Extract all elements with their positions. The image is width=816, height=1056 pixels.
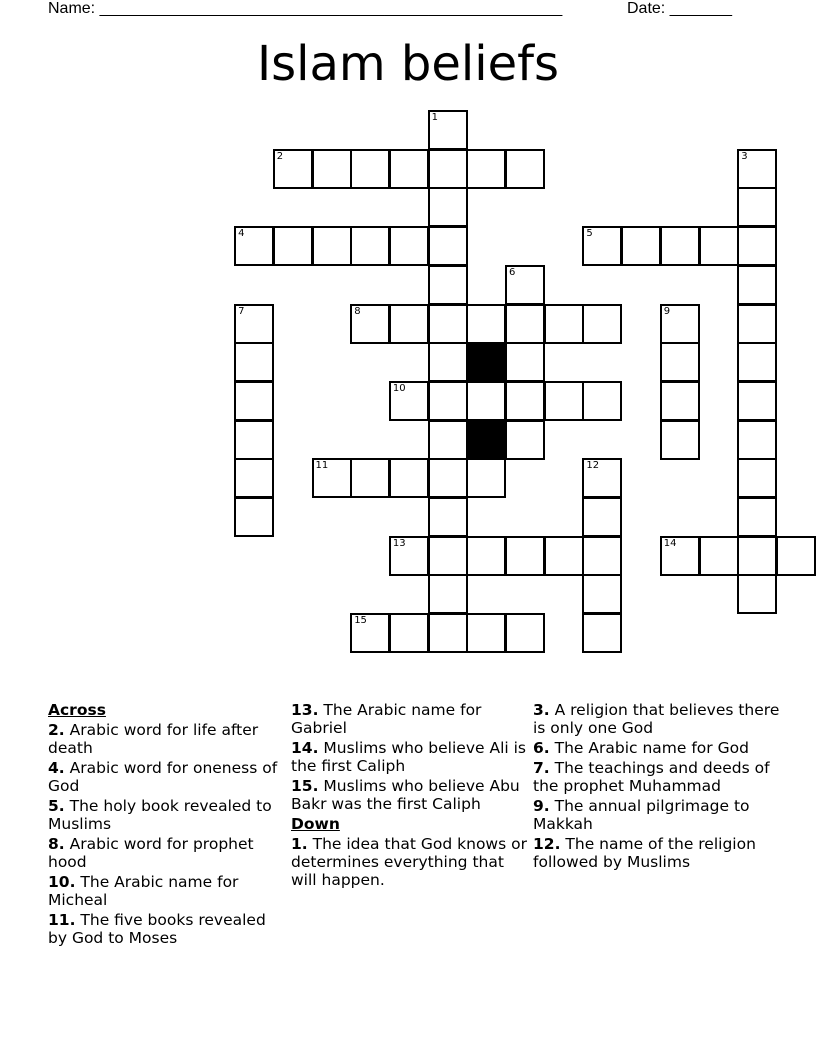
clue-num: 11. — [48, 911, 76, 929]
crossword-cell[interactable] — [466, 536, 506, 576]
clue-num: 14. — [291, 739, 319, 757]
crossword-cell[interactable] — [505, 342, 545, 382]
crossword-cell[interactable] — [389, 536, 429, 576]
crossword-cell[interactable] — [466, 381, 506, 421]
crossword-cell[interactable] — [389, 613, 429, 653]
crossword-cell[interactable] — [737, 187, 777, 227]
clue-num: 6. — [533, 739, 550, 757]
clue-text: The teachings and deeds of the prophet Muhammad — [533, 759, 770, 795]
clue-number: 15 — [354, 615, 367, 627]
crossword-cell[interactable] — [389, 381, 429, 421]
crossword-cell[interactable] — [737, 381, 777, 421]
crossword-cell[interactable] — [466, 149, 506, 189]
clue-item — [291, 701, 529, 737]
clue-item — [291, 739, 529, 775]
crossword-cell[interactable] — [660, 536, 700, 576]
crossword-cell[interactable] — [234, 304, 274, 344]
crossword-cell[interactable] — [660, 226, 700, 266]
clue-text: The Arabic name for God — [554, 739, 749, 757]
date-field-label[interactable]: Date: _______ — [627, 0, 732, 17]
crossword-cell[interactable] — [505, 265, 545, 305]
crossword-cell[interactable] — [660, 381, 700, 421]
clue-number: 12 — [586, 460, 600, 472]
clue-number: 2 — [276, 150, 284, 162]
name-field-label[interactable]: Name: ____________________________________________________ — [48, 0, 563, 17]
crossword-cell[interactable] — [737, 226, 777, 266]
clue-num: 7. — [533, 759, 550, 777]
down-heading: Down — [291, 815, 340, 833]
crossword-cell[interactable] — [234, 381, 274, 421]
clue-item — [48, 911, 278, 947]
crossword-cell[interactable] — [699, 536, 739, 576]
crossword-cell[interactable] — [234, 420, 274, 460]
crossword-cell[interactable] — [776, 536, 816, 576]
black-cell — [466, 342, 506, 382]
crossword-cell[interactable] — [582, 497, 622, 537]
crossword-cell[interactable] — [737, 536, 777, 576]
crossword-cell[interactable] — [582, 574, 622, 614]
crossword-cell[interactable] — [389, 304, 429, 344]
crossword-cell[interactable] — [428, 574, 468, 614]
clue-text: Muslims who believe Abu Bakr was the first Caliph — [291, 777, 520, 813]
crossword-cell[interactable] — [582, 226, 622, 266]
clue-item — [48, 873, 278, 909]
crossword-cell[interactable] — [428, 536, 468, 576]
crossword-cell[interactable] — [428, 613, 468, 653]
clue-text: Arabic word for prophet hood — [48, 835, 254, 871]
crossword-cell[interactable] — [466, 613, 506, 653]
clue-num: 12. — [533, 835, 561, 853]
crossword-cell[interactable] — [505, 536, 545, 576]
clues-column-3 — [533, 701, 783, 873]
crossword-cell[interactable] — [737, 265, 777, 305]
crossword-cell[interactable] — [428, 110, 468, 150]
crossword-cell[interactable] — [428, 304, 468, 344]
crossword-cell[interactable] — [505, 381, 545, 421]
crossword-cell[interactable] — [544, 381, 584, 421]
crossword-cell[interactable] — [660, 420, 700, 460]
crossword-cell[interactable] — [312, 226, 352, 266]
crossword-cell[interactable] — [350, 613, 390, 653]
crossword-cell[interactable] — [312, 458, 352, 498]
crossword-cell[interactable] — [350, 149, 390, 189]
crossword-cell[interactable] — [466, 304, 506, 344]
crossword-cell[interactable] — [582, 458, 622, 498]
crossword-cell[interactable] — [660, 342, 700, 382]
crossword-cell[interactable] — [428, 420, 468, 460]
crossword-cell[interactable] — [234, 226, 274, 266]
clue-num: 4. — [48, 759, 65, 777]
crossword-cell[interactable] — [737, 149, 777, 189]
crossword-cell[interactable] — [428, 226, 468, 266]
crossword-cell[interactable] — [428, 149, 468, 189]
crossword-cell[interactable] — [428, 381, 468, 421]
crossword-cell[interactable] — [621, 226, 661, 266]
clue-item — [533, 759, 783, 795]
crossword-cell[interactable] — [737, 420, 777, 460]
crossword-cell[interactable] — [350, 458, 390, 498]
clue-text: A religion that believes there is only one God — [533, 701, 780, 737]
clue-num: 9. — [533, 797, 550, 815]
clues-column-2 — [291, 701, 529, 891]
clue-number: 11 — [315, 460, 329, 472]
clue-number: 7 — [238, 305, 245, 317]
clue-num: 5. — [48, 797, 65, 815]
clue-item — [533, 835, 783, 871]
crossword-cell[interactable] — [505, 149, 545, 189]
clue-number: 5 — [586, 228, 593, 240]
crossword-cell[interactable] — [273, 149, 313, 189]
clue-number: 6 — [509, 266, 516, 278]
clue-item — [291, 777, 529, 813]
crossword-cell[interactable] — [505, 613, 545, 653]
crossword-cell[interactable] — [389, 458, 429, 498]
clue-text: The idea that God knows or determines everything that will happen. — [291, 835, 527, 889]
crossword-cell[interactable] — [350, 304, 390, 344]
clue-text: The five books revealed by God to Moses — [48, 911, 266, 947]
clue-num: 3. — [533, 701, 550, 719]
clues-column-1 — [48, 701, 278, 949]
crossword-cell[interactable] — [312, 149, 352, 189]
clue-item — [533, 701, 783, 737]
crossword-cell[interactable] — [582, 536, 622, 576]
clue-num: 1. — [291, 835, 308, 853]
crossword-cell[interactable] — [234, 342, 274, 382]
crossword-cell[interactable] — [699, 226, 739, 266]
clue-text: The Arabic name for Micheal — [48, 873, 239, 909]
clue-number: 13 — [392, 537, 406, 549]
clue-num: 10. — [48, 873, 76, 891]
clue-item — [291, 835, 529, 889]
clue-num: 2. — [48, 721, 65, 739]
crossword-cell[interactable] — [428, 342, 468, 382]
crossword-cell[interactable] — [505, 420, 545, 460]
crossword-cell[interactable] — [234, 497, 274, 537]
clue-text: The Arabic name for Gabriel — [291, 701, 482, 737]
crossword-cell[interactable] — [544, 536, 584, 576]
clue-num: 8. — [48, 835, 65, 853]
crossword-cell[interactable] — [389, 149, 429, 189]
clue-number: 10 — [392, 382, 406, 394]
crossword-cell[interactable] — [234, 458, 274, 498]
crossword-cell[interactable] — [428, 265, 468, 305]
crossword-cell[interactable] — [737, 497, 777, 537]
clue-item — [48, 721, 278, 757]
clue-text: Arabic word for life after death — [48, 721, 259, 757]
crossword-cell[interactable] — [389, 226, 429, 266]
across-heading: Across — [48, 701, 106, 719]
clue-item — [48, 759, 278, 795]
clue-text: Muslims who believe Ali is the first Caliph — [291, 739, 526, 775]
clue-text: The annual pilgrimage to Makkah — [533, 797, 750, 833]
clue-item — [48, 797, 278, 833]
crossword-cell[interactable] — [350, 226, 390, 266]
crossword-cell[interactable] — [428, 497, 468, 537]
crossword-cell[interactable] — [582, 304, 622, 344]
clue-number: 9 — [663, 305, 671, 317]
crossword-cell[interactable] — [428, 458, 468, 498]
clue-item — [533, 797, 783, 833]
clue-num: 15. — [291, 777, 319, 795]
clue-number: 14 — [663, 537, 677, 549]
crossword-cell[interactable] — [505, 304, 545, 344]
clue-text: The name of the religion followed by Muslims — [533, 835, 756, 871]
crossword-cell[interactable] — [428, 187, 468, 227]
crossword-cell[interactable] — [582, 613, 622, 653]
clue-item — [533, 739, 783, 757]
clue-text: The holy book revealed to Muslims — [48, 797, 272, 833]
crossword-cell[interactable] — [737, 458, 777, 498]
crossword-cell[interactable] — [737, 574, 777, 614]
clue-number: 1 — [431, 112, 438, 123]
clue-item — [48, 835, 278, 871]
crossword-cell[interactable] — [544, 304, 584, 344]
black-cell — [466, 420, 506, 460]
page-title: Islam beliefs — [256, 36, 560, 92]
clue-num: 13. — [291, 701, 319, 719]
crossword-cell[interactable] — [737, 342, 777, 382]
clue-number: 3 — [741, 150, 748, 162]
clue-number: 4 — [238, 228, 245, 240]
clue-number: 8 — [354, 305, 361, 317]
clue-text: Arabic word for oneness of God — [48, 759, 278, 795]
crossword-cell[interactable] — [660, 304, 700, 344]
crossword-cell[interactable] — [582, 381, 622, 421]
crossword-cell[interactable] — [273, 226, 313, 266]
crossword-cell[interactable] — [466, 458, 506, 498]
crossword-cell[interactable] — [737, 304, 777, 344]
